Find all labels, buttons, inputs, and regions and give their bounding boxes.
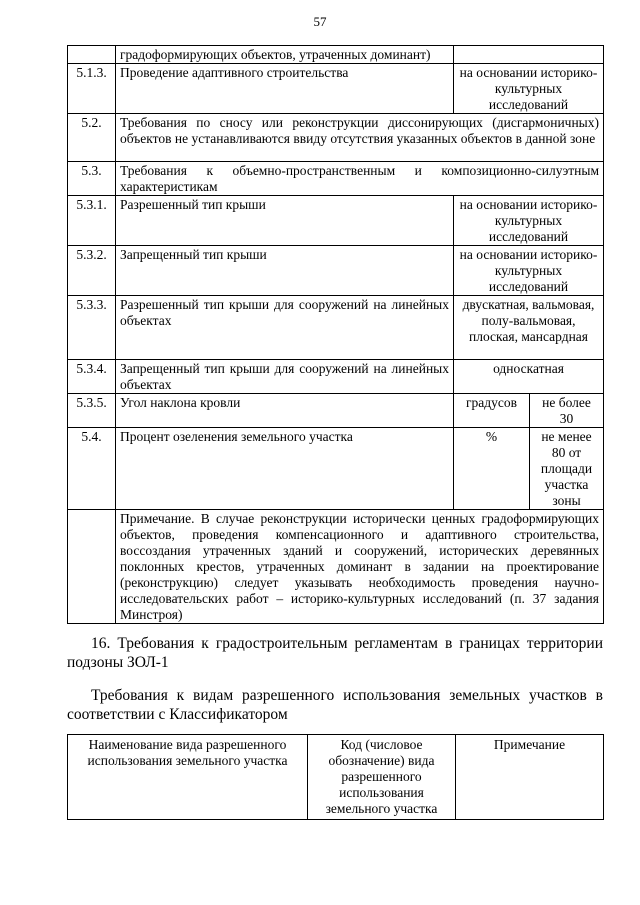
requirement-unit: градусов: [454, 394, 530, 428]
requirement-value: двускатная, вальмовая, полу-вальмовая, плоская, мансардная: [454, 296, 604, 360]
section-16-paragraph: [67, 634, 603, 672]
zone-requirements-table: [67, 45, 604, 624]
table-row: [68, 510, 604, 624]
row-number: 5.4.: [68, 428, 116, 510]
row-number: 5.1.3.: [68, 64, 116, 114]
requirement-value: не более 30: [530, 394, 604, 428]
subheading-paragraph: Требования к видам разрешенного использования земельных участков в соответствии с Классификатором: [67, 687, 603, 723]
row-number: 5.3.1.: [68, 196, 116, 246]
row-number: 5.3.3.: [68, 296, 116, 360]
requirement-text: Запрещенный тип крыши для сооружений на линейных объектах: [116, 360, 454, 394]
requirement-unit: %: [454, 428, 530, 510]
row-number: 5.2.: [68, 114, 116, 162]
requirement-text: Угол наклона кровли: [116, 394, 454, 428]
header-note: Примечание: [456, 735, 604, 820]
land-use-types-table: [67, 734, 604, 820]
table-row: [68, 64, 604, 114]
table-row: [68, 162, 604, 196]
page-number: 57: [313, 14, 327, 29]
header-use-type-name: Наименование вида разрешенного использования земельного участка: [68, 735, 308, 820]
table-header-row: [68, 735, 604, 820]
row-number: 5.3.4.: [68, 360, 116, 394]
row-number: 5.3.5.: [68, 394, 116, 428]
requirement-text: Требования к объемно-пространственным и композиционно-силуэтным характеристикам: [116, 162, 604, 196]
table-row: [68, 296, 604, 360]
table-row: [68, 394, 604, 428]
row-number: [68, 46, 116, 64]
section-number: 16.: [91, 635, 111, 652]
requirement-text: Разрешенный тип крыши: [116, 196, 454, 246]
requirement-value: на основании историко-культурных исследований: [454, 64, 604, 114]
row-number: 5.3.2.: [68, 246, 116, 296]
requirement-value: [454, 46, 604, 64]
requirement-text: Процент озеленения земельного участка: [116, 428, 454, 510]
requirement-text: Проведение адаптивного строительства: [116, 64, 454, 114]
requirement-text: градоформирующих объектов, утраченных доминант): [116, 46, 454, 64]
note-text: Примечание. В случае реконструкции исторически ценных градоформирующих объектов, проведения компенсационного и адаптивного строительства, воссоздания утраченных зданий и сооружений, исторических деревянных поклонных крестов, утраченных доминант в задании на проектирование (реконструкцию) следует указывать необходимость проведения научно-исследовательских работ – историко-культурных исследований (п. 37 задания Минстроя): [116, 510, 604, 624]
requirement-text: Запрещенный тип крыши: [116, 246, 454, 296]
requirement-value: на основании историко-культурных исследований: [454, 246, 604, 296]
requirement-value: односкатная: [454, 360, 604, 394]
table-row: [68, 196, 604, 246]
table-row: [68, 246, 604, 296]
table-row: [68, 46, 604, 64]
requirement-text: Разрешенный тип крыши для сооружений на линейных объектах: [116, 296, 454, 360]
table-row: [68, 360, 604, 394]
requirement-value: на основании историко-культурных исследований: [454, 196, 604, 246]
requirement-text: Требования по сносу или реконструкции диссонирующих (дисгармоничных) объектов не устанавливаются ввиду отсутствия указанных объектов в данной зоне: [116, 114, 604, 162]
table-row: [68, 114, 604, 162]
table-row: [68, 428, 604, 510]
header-use-type-code: Код (числовое обозначение) вида разрешенного использования земельного участка: [308, 735, 456, 820]
requirement-value: не менее 80 от площади участка зоны: [530, 428, 604, 510]
row-number: 5.3.: [68, 162, 116, 196]
section-title: Требования к градостроительным регламентам в границах территории подзоны ЗОЛ-1: [67, 635, 604, 671]
note-number-cell: [68, 510, 116, 624]
